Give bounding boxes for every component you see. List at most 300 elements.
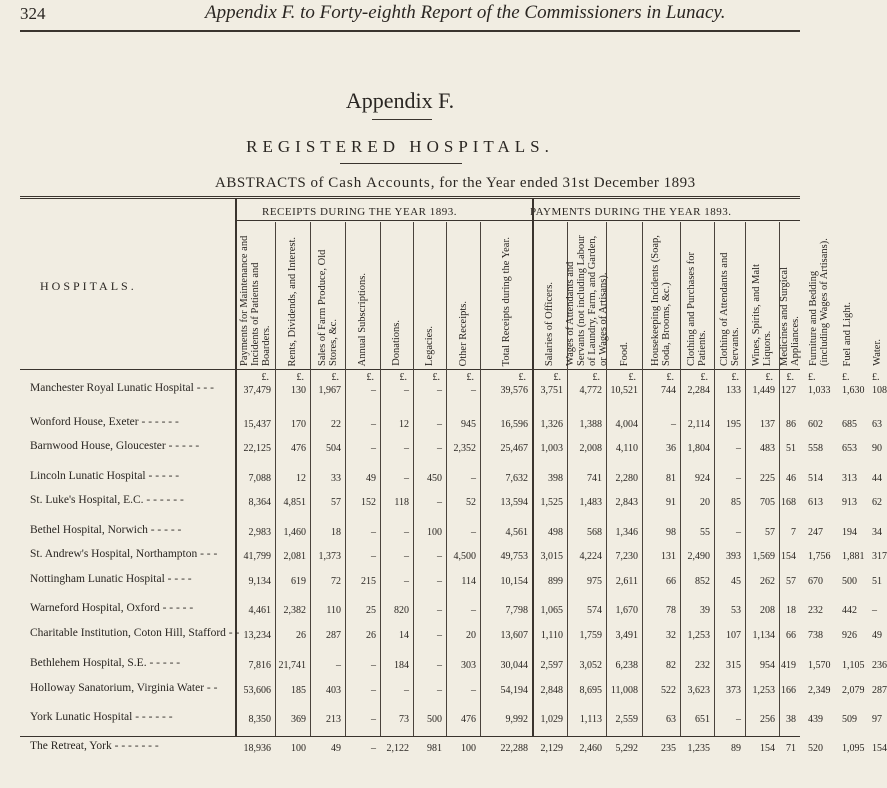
table-cell: 208	[760, 605, 775, 616]
table-cell: 32	[666, 630, 676, 641]
table-cell: 514	[808, 473, 823, 484]
table-cell: –	[471, 527, 476, 538]
table-cell: 2,559	[615, 714, 638, 725]
table-cell: 16,596	[500, 419, 528, 430]
column-header	[842, 226, 853, 366]
subtitle-suffix: , for the Year ended 31st December 1893	[430, 175, 696, 191]
table-cell: 705	[760, 497, 775, 508]
table-cell: 2,352	[453, 443, 476, 454]
table-cell: 256	[760, 714, 775, 725]
table-cell: –	[437, 497, 442, 508]
table-cell: 13,234	[243, 630, 271, 641]
table-cell: 25,467	[500, 443, 528, 454]
table-cell: –	[371, 443, 376, 454]
table-cell: –	[736, 473, 741, 484]
unit-marker: £.	[731, 372, 739, 383]
table-cell: 215	[361, 576, 376, 587]
table-cell: –	[371, 660, 376, 671]
table-cell: 1,105	[842, 660, 865, 671]
table-cell: 12	[399, 419, 409, 430]
table-cell: 45	[731, 576, 741, 587]
table-cell: 3,623	[687, 685, 710, 696]
table-cell: 118	[394, 497, 409, 508]
table-cell: –	[437, 385, 442, 396]
table-cell: 213	[326, 714, 341, 725]
table-cell: 52	[466, 497, 476, 508]
table-cell: 2,114	[687, 419, 710, 430]
column-header	[642, 226, 680, 366]
table-cell: –	[471, 685, 476, 696]
unit-marker: £.	[296, 372, 304, 383]
table-cell: 913	[842, 497, 857, 508]
table-cell: 152	[361, 497, 376, 508]
table-cell: 2,079	[842, 685, 865, 696]
column-header	[564, 226, 609, 366]
table-cell: 509	[842, 714, 857, 725]
subtitle-prefix: ABSTRACTS of	[215, 175, 324, 191]
column-header	[480, 226, 532, 366]
table-cell: 12	[296, 473, 306, 484]
table-cell: 57	[765, 527, 775, 538]
table-cell: 5,292	[615, 743, 638, 754]
unit-marker: £.	[331, 372, 339, 383]
table-cell: –	[437, 443, 442, 454]
table-cell: –	[371, 714, 376, 725]
table-cell: 41,799	[243, 551, 271, 562]
table-cell: 82	[666, 660, 676, 671]
table-cell: 2,983	[248, 527, 271, 538]
table-cell: 49	[331, 743, 341, 754]
table-cell: 39	[700, 605, 710, 616]
hospital-name: The Retreat, York - - - - - - -	[30, 740, 159, 752]
table-cell: 500	[427, 714, 442, 725]
table-cell: 232	[808, 605, 823, 616]
table-cell: 66	[666, 576, 676, 587]
column-header-label: Clothing of Attendants and Servants.	[718, 252, 741, 366]
table-cell: 1,253	[752, 685, 775, 696]
table-cell: 7,088	[248, 473, 271, 484]
unit-marker: £.	[666, 372, 674, 383]
group-heading-rule	[235, 220, 800, 221]
table-cell: 4,110	[615, 443, 638, 454]
table-cell: 57	[331, 497, 341, 508]
column-header-label: Salaries of Officers.	[544, 281, 555, 366]
table-cell: 2,008	[579, 443, 602, 454]
table-cell: 738	[808, 630, 823, 641]
table-cell: 10,154	[500, 576, 528, 587]
table-cell: 97	[872, 714, 882, 725]
table-cell: 619	[291, 576, 306, 587]
table-cell: 975	[587, 576, 602, 587]
table-cell: 66	[786, 630, 796, 641]
table-cell: 71	[786, 743, 796, 754]
table-cell: 49,753	[500, 551, 528, 562]
table-cell: 89	[731, 743, 741, 754]
column-header	[380, 226, 413, 366]
column-header	[606, 226, 642, 366]
table-cell: 14	[399, 630, 409, 641]
table-cell: 195	[726, 419, 741, 430]
table-cell: 236	[872, 660, 887, 671]
table-cell: –	[404, 527, 409, 538]
unit-marker: £.	[765, 372, 773, 383]
table-cell: 13,594	[500, 497, 528, 508]
hospital-name: St. Luke's Hospital, E.C. - - - - - -	[30, 494, 184, 506]
table-cell: 1,759	[579, 630, 602, 641]
table-cell: 108	[872, 385, 887, 396]
table-cell: 476	[461, 714, 476, 725]
table-cell: 2,122	[386, 743, 409, 754]
table-cell: 166	[781, 685, 796, 696]
table-cell: 9,134	[248, 576, 271, 587]
table-cell: –	[371, 419, 376, 430]
hospital-name: Warneford Hospital, Oxford - - - - -	[30, 602, 194, 614]
table-cell: –	[471, 385, 476, 396]
table-cell: –	[404, 576, 409, 587]
column-header	[532, 226, 567, 366]
table-cell: 73	[399, 714, 409, 725]
unit-marker: £.	[786, 372, 794, 383]
table-cell: –	[437, 660, 442, 671]
table-cell: 20	[700, 497, 710, 508]
table-cell: 981	[427, 743, 442, 754]
table-cell: –	[736, 443, 741, 454]
table-cell: 235	[661, 743, 676, 754]
hospital-name: Manchester Royal Lunatic Hospital - - -	[30, 382, 214, 394]
hospital-name: Bethlehem Hospital, S.E. - - - - -	[30, 657, 181, 669]
table-cell: 3,751	[540, 385, 563, 396]
table-cell: 568	[587, 527, 602, 538]
table-cell: –	[371, 685, 376, 696]
column-header-label: Payments for Maintenance and Incidents of Patients and Boarders.	[238, 235, 272, 366]
table-cell: 498	[548, 527, 563, 538]
column-header	[680, 226, 714, 366]
table-cell: 4,772	[579, 385, 602, 396]
table-cell: 7,632	[505, 473, 528, 484]
column-header-label: Food.	[618, 341, 630, 366]
column-header-label: Total Receipts during the Year.	[500, 236, 512, 366]
table-cell: 1,670	[615, 605, 638, 616]
table-cell: 185	[291, 685, 306, 696]
unit-marker: £.	[466, 372, 474, 383]
table-cell: 899	[548, 576, 563, 587]
column-header	[745, 226, 779, 366]
column-header	[446, 226, 480, 366]
table-cell: 54,194	[500, 685, 528, 696]
table-cell: –	[404, 473, 409, 484]
table-cell: 63	[666, 714, 676, 725]
table-cell: 26	[296, 630, 306, 641]
table-cell: 398	[548, 473, 563, 484]
table-cell: 1,326	[540, 419, 563, 430]
table-cell: 287	[326, 630, 341, 641]
table-cell: 8,350	[248, 714, 271, 725]
table-cell: 393	[726, 551, 741, 562]
table-cell: 39,576	[500, 385, 528, 396]
table-cell: –	[336, 660, 341, 671]
table-cell: 1,253	[687, 630, 710, 641]
table-cell: 100	[291, 743, 306, 754]
table-cell: 62	[872, 497, 882, 508]
table-cell: 22,125	[243, 443, 271, 454]
table-cell: 4,461	[248, 605, 271, 616]
column-header-label: Sales of Farm Produce, Old Stores, &c.	[316, 249, 339, 366]
table-cell: 1,570	[808, 660, 831, 671]
table-cell: 574	[587, 605, 602, 616]
table-cell: 7	[791, 527, 796, 538]
table-cell: –	[437, 685, 442, 696]
column-header-label: Wages of Attendants and Servants (not including Labour of Laundry, Farm, and Garden, or Wages of Artisans).	[564, 235, 609, 366]
table-cell: 1,110	[540, 630, 563, 641]
table-cell: 44	[872, 473, 882, 484]
table-cell: 114	[461, 576, 476, 587]
table-cell: 2,280	[615, 473, 638, 484]
subtitle-cash-word: Cash Accounts	[328, 175, 431, 191]
column-header-label: Rents, Dividends, and Interest.	[287, 236, 298, 366]
table-cell: 34	[872, 527, 882, 538]
column-header	[310, 226, 345, 366]
table-cell: 520	[808, 743, 823, 754]
table-cell: –	[437, 551, 442, 562]
table-cell: 110	[326, 605, 341, 616]
column-header-label: Wines, Spirits, and Malt Liquors.	[751, 264, 773, 366]
hospital-name: Bethel Hospital, Norwich - - - - -	[30, 524, 182, 536]
table-cell: 2,843	[615, 497, 638, 508]
table-cell: 1,033	[808, 385, 831, 396]
table-cell: 91	[666, 497, 676, 508]
table-cell: 53,606	[243, 685, 271, 696]
table-cell: 7,230	[615, 551, 638, 562]
table-cell: 2,129	[540, 743, 563, 754]
table-cell: 1,569	[752, 551, 775, 562]
table-cell: 2,460	[579, 743, 602, 754]
table-cell: 38	[786, 714, 796, 725]
table-cell: 1,113	[579, 714, 602, 725]
column-header-label: Annual Subscriptions.	[357, 272, 368, 366]
hospital-name: Wonford House, Exeter - - - - - -	[30, 416, 179, 428]
table-cell: 18	[331, 527, 341, 538]
hospital-name: Nottingham Lunatic Hospital - - - -	[30, 573, 192, 585]
table-cell: 107	[726, 630, 741, 641]
table-cell: 90	[872, 443, 882, 454]
table-cell: 86	[786, 419, 796, 430]
column-header-label: Legacies.	[424, 326, 435, 366]
table-cell: 170	[291, 419, 306, 430]
column-header-label: Furniture and Bedding (including Wages of Artisans).	[808, 238, 830, 366]
table-cell: 1,630	[842, 385, 865, 396]
table-cell: 4,500	[453, 551, 476, 562]
table-top-rule-inner	[20, 198, 800, 199]
table-cell: 55	[700, 527, 710, 538]
table-cell: 194	[842, 527, 857, 538]
table-cell: 2,284	[687, 385, 710, 396]
table-cell: 2,081	[283, 551, 306, 562]
page-number: 324	[20, 4, 46, 23]
table-cell: 21,741	[278, 660, 306, 671]
table-cell: 13,607	[500, 630, 528, 641]
table-top-rule	[20, 196, 800, 197]
table-cell: 46	[786, 473, 796, 484]
table-cell: 137	[760, 419, 775, 430]
table-cell: 651	[695, 714, 710, 725]
table-cell: 3,491	[615, 630, 638, 641]
column-header-label: Clothing and Purchases for Patients.	[686, 251, 708, 366]
table-cell: 2,597	[540, 660, 563, 671]
column-header	[714, 226, 745, 366]
table-cell: 373	[726, 685, 741, 696]
table-cell: 1,460	[283, 527, 306, 538]
table-cell: 558	[808, 443, 823, 454]
table-cell: 49	[872, 630, 882, 641]
table-cell: 154	[781, 551, 796, 562]
table-cell: 602	[808, 419, 823, 430]
table-cell: 2,848	[540, 685, 563, 696]
table-cell: 820	[394, 605, 409, 616]
table-cell: 18,936	[243, 743, 271, 754]
table-cell: 287	[872, 685, 887, 696]
table-cell: 685	[842, 419, 857, 430]
table-cell: 1,525	[540, 497, 563, 508]
section-rule	[340, 163, 462, 164]
table-cell: –	[437, 630, 442, 641]
table-cell: 1,029	[540, 714, 563, 725]
table-cell: 36	[666, 443, 676, 454]
table-cell: 419	[781, 660, 796, 671]
table-cell: 1,373	[318, 551, 341, 562]
column-header	[808, 226, 830, 366]
table-cell: 133	[726, 385, 741, 396]
table-cell: 37,479	[243, 385, 271, 396]
table-cell: 450	[427, 473, 442, 484]
table-cell: 315	[726, 660, 741, 671]
column-header	[235, 226, 275, 366]
table-cell: 168	[781, 497, 796, 508]
table-cell: 442	[842, 605, 857, 616]
table-cell: 100	[461, 743, 476, 754]
table-cell: –	[371, 385, 376, 396]
table-cell: 26	[366, 630, 376, 641]
column-header	[345, 226, 380, 366]
table-cell: 1,235	[687, 743, 710, 754]
table-cell: 852	[695, 576, 710, 587]
table-cell: 100	[427, 527, 442, 538]
table-cell: 22	[331, 419, 341, 430]
table-cell: 1,346	[615, 527, 638, 538]
table-cell: 8,695	[579, 685, 602, 696]
payments-heading: PAYMENTS DURING THE YEAR 1893.	[530, 206, 732, 218]
column-header-label: Other Receipts.	[457, 300, 469, 366]
table-cell: 924	[695, 473, 710, 484]
table-cell: 2,490	[687, 551, 710, 562]
table-cell: 653	[842, 443, 857, 454]
table-cell: 4,004	[615, 419, 638, 430]
subtitle	[215, 175, 696, 192]
table-cell: –	[404, 551, 409, 562]
unit-marker: £.	[366, 372, 374, 383]
table-cell: 7,816	[248, 660, 271, 671]
column-header	[275, 226, 310, 366]
table-cell: 98	[666, 527, 676, 538]
table-cell: –	[736, 527, 741, 538]
table-cell: 232	[695, 660, 710, 671]
table-cell: 49	[366, 473, 376, 484]
table-cell: 11,008	[610, 685, 638, 696]
unit-marker: £.	[553, 372, 561, 383]
column-header-label: Fuel and Light.	[842, 301, 853, 366]
header-rule	[20, 30, 800, 32]
table-cell: 1,804	[687, 443, 710, 454]
hospital-name: Barnwood House, Gloucester - - - - -	[30, 440, 200, 452]
table-cell: 1,756	[808, 551, 831, 562]
table-cell: –	[404, 385, 409, 396]
table-cell: 9,992	[505, 714, 528, 725]
table-cell: 247	[808, 527, 823, 538]
table-cell: 2,611	[615, 576, 638, 587]
table-cell: 439	[808, 714, 823, 725]
table-cell: 127	[781, 385, 796, 396]
table-cell: 1,003	[540, 443, 563, 454]
column-header-label: Water.	[872, 339, 883, 366]
table-cell: 6,238	[615, 660, 638, 671]
table-cell: 7,798	[505, 605, 528, 616]
appendix-title: Appendix F.	[345, 88, 455, 113]
table-cell: 926	[842, 630, 857, 641]
table-cell: 51	[872, 576, 882, 587]
table-cell: 303	[461, 660, 476, 671]
hospital-name: St. Andrew's Hospital, Northampton - - -	[30, 548, 218, 560]
unit-marker: £.	[628, 372, 636, 383]
table-cell: 483	[760, 443, 775, 454]
table-cell: 22,288	[500, 743, 528, 754]
table-cell: 670	[808, 576, 823, 587]
hospital-name: Holloway Sanatorium, Virginia Water - -	[30, 682, 218, 694]
table-cell: 15,437	[243, 419, 271, 430]
unit-marker: £.	[518, 372, 526, 383]
table-cell: 8,364	[248, 497, 271, 508]
unit-marker: £.	[261, 372, 269, 383]
table-cell: 369	[291, 714, 306, 725]
table-cell: –	[471, 605, 476, 616]
unit-marker: £.	[592, 372, 600, 383]
table-cell: 53	[731, 605, 741, 616]
unit-marker: £.	[808, 372, 816, 383]
unit-marker: £.	[399, 372, 407, 383]
table-cell: 741	[587, 473, 602, 484]
table-cell: 25	[366, 605, 376, 616]
table-cell: 954	[760, 660, 775, 671]
table-cell: 1,388	[579, 419, 602, 430]
table-cell: 10,521	[610, 385, 638, 396]
table-cell: 184	[394, 660, 409, 671]
table-cell: 131	[661, 551, 676, 562]
hospital-name: Charitable Institution, Coton Hill, Stafford - -	[30, 627, 240, 639]
table-cell: 476	[291, 443, 306, 454]
hospital-name: York Lunatic Hospital - - - - - -	[30, 711, 173, 723]
unit-marker: £.	[700, 372, 708, 383]
table-cell: –	[437, 576, 442, 587]
table-cell: –	[736, 714, 741, 725]
title-rule	[372, 119, 432, 120]
table-cell: –	[371, 527, 376, 538]
table-cell: 1,449	[752, 385, 775, 396]
table-cell: 72	[331, 576, 341, 587]
table-cell: 613	[808, 497, 823, 508]
table-cell: 1,881	[842, 551, 865, 562]
table-cell: 1,065	[540, 605, 563, 616]
hospitals-label: HOSPITALS.	[40, 279, 137, 293]
table-cell: 4,224	[579, 551, 602, 562]
unit-marker: £.	[432, 372, 440, 383]
